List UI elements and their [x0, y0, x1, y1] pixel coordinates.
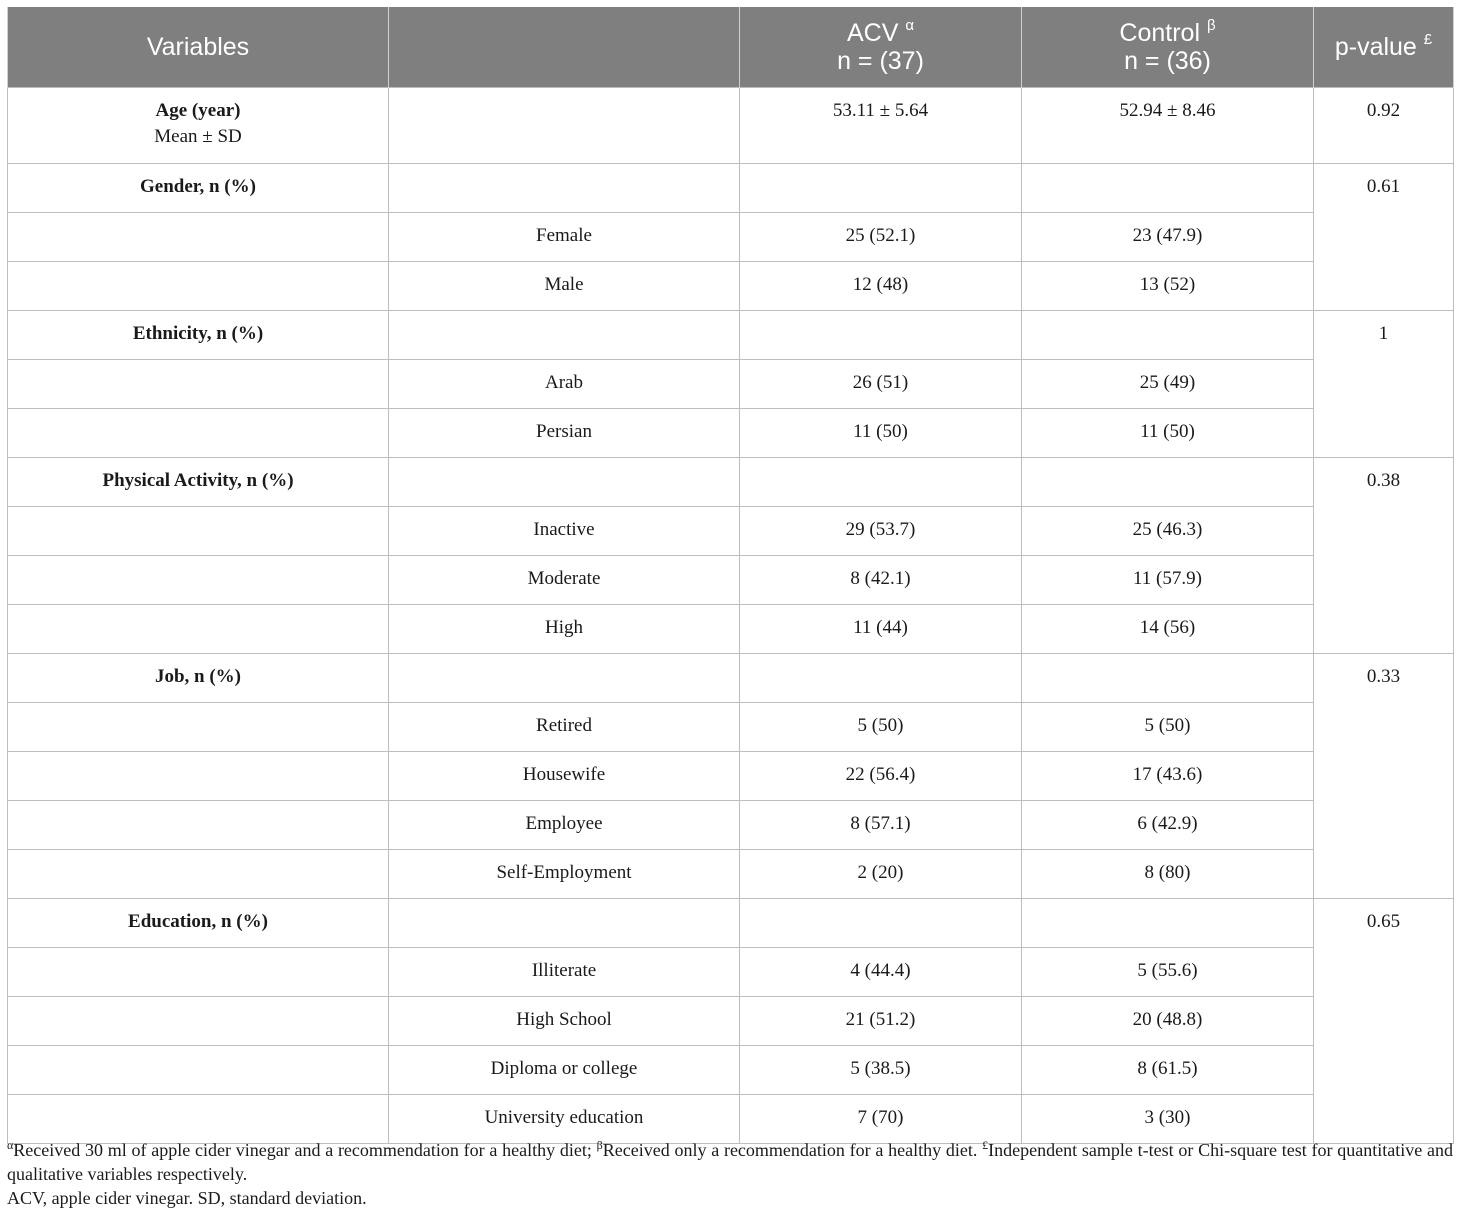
category-cell [389, 654, 740, 703]
control-cell: 6 (42.9) [1022, 801, 1314, 850]
acv-cell: 11 (44) [740, 605, 1022, 654]
p-value-cell: 0.65 [1314, 899, 1454, 1144]
variable-cell: Education, n (%) [8, 899, 389, 948]
table-row [8, 556, 1454, 605]
variable-cell [8, 948, 389, 997]
variable-cell [8, 556, 389, 605]
acv-cell: 22 (56.4) [740, 752, 1022, 801]
category-cell: Persian [389, 409, 740, 458]
control-cell: 17 (43.6) [1022, 752, 1314, 801]
table-row [8, 360, 1454, 409]
category-cell: University education [389, 1095, 740, 1144]
control-cell: 11 (50) [1022, 409, 1314, 458]
variable-cell [8, 213, 389, 262]
header-category [389, 7, 740, 88]
variable-cell [8, 262, 389, 311]
table-row-group [8, 654, 1454, 703]
variable-cell [8, 605, 389, 654]
acv-cell: 2 (20) [740, 850, 1022, 899]
p-value-cell: 1 [1314, 311, 1454, 458]
control-cell [1022, 899, 1314, 948]
category-cell: Employee [389, 801, 740, 850]
table-row [8, 409, 1454, 458]
header-acv: ACV $^\alpha$ n = (37) [740, 7, 1022, 88]
acv-cell: 12 (48) [740, 262, 1022, 311]
category-cell: Female [389, 213, 740, 262]
acv-cell: 29 (53.7) [740, 507, 1022, 556]
category-cell: Inactive [389, 507, 740, 556]
control-cell: 23 (47.9) [1022, 213, 1314, 262]
p-value-cell: 0.33 [1314, 654, 1454, 899]
category-cell [389, 458, 740, 507]
acv-cell: 5 (50) [740, 703, 1022, 752]
control-cell: 8 (80) [1022, 850, 1314, 899]
table-footnote: $^\alpha$Received 30 ml of apple cider vinegar and a recommendation for a healthy diet; $^\beta$Received only a recommendation for a healthy diet. £Independent sample t-test or Chi-square test for quantitative and qualitative variables respectively. ACV, apple cider vinegar. SD, standard deviation. [7, 1138, 1454, 1208]
variable-cell [8, 752, 389, 801]
acv-cell: 8 (57.1) [740, 801, 1022, 850]
variable-cell [8, 801, 389, 850]
category-cell: Moderate [389, 556, 740, 605]
variable-cell [8, 850, 389, 899]
variable-cell [8, 1095, 389, 1144]
control-cell [1022, 458, 1314, 507]
control-cell: 52.94 ± 8.46 [1022, 88, 1314, 164]
acv-cell: 25 (52.1) [740, 213, 1022, 262]
table-row [8, 703, 1454, 752]
control-cell [1022, 311, 1314, 360]
baseline-characteristics-table [7, 7, 1454, 1144]
category-cell: Retired [389, 703, 740, 752]
acv-cell: 7 (70) [740, 1095, 1022, 1144]
header-row [8, 7, 1454, 88]
variable-cell: Gender, n (%) [8, 164, 389, 213]
table-row [8, 801, 1454, 850]
category-cell: Male [389, 262, 740, 311]
acv-cell [740, 458, 1022, 507]
control-cell [1022, 164, 1314, 213]
table-row [8, 948, 1454, 997]
table-row-group [8, 458, 1454, 507]
variable-cell [8, 409, 389, 458]
acv-cell [740, 899, 1022, 948]
variable-cell [8, 703, 389, 752]
header-p-value: p-value £ [1314, 7, 1454, 88]
table-row [8, 752, 1454, 801]
variable-cell [8, 507, 389, 556]
abbreviations: ACV, apple cider vinegar. SD, standard deviation. [7, 1188, 367, 1208]
table-row [8, 605, 1454, 654]
control-cell: 20 (48.8) [1022, 997, 1314, 1046]
p-value-cell: 0.38 [1314, 458, 1454, 654]
control-cell: 11 (57.9) [1022, 556, 1314, 605]
table-row-group [8, 311, 1454, 360]
acv-cell [740, 654, 1022, 703]
variable-cell [8, 997, 389, 1046]
p-value-cell: 0.61 [1314, 164, 1454, 311]
category-cell: High School [389, 997, 740, 1046]
acv-cell: 26 (51) [740, 360, 1022, 409]
control-cell: 25 (46.3) [1022, 507, 1314, 556]
acv-cell: 8 (42.1) [740, 556, 1022, 605]
table-row [8, 262, 1454, 311]
acv-cell [740, 164, 1022, 213]
control-cell: 3 (30) [1022, 1095, 1314, 1144]
header-control: Control $^\beta$ n = (36) [1022, 7, 1314, 88]
table-row [8, 1095, 1454, 1144]
category-cell [389, 899, 740, 948]
table-row [8, 507, 1454, 556]
p-value-cell: 0.92 [1314, 88, 1454, 164]
variable-cell [8, 360, 389, 409]
category-cell: Diploma or college [389, 1046, 740, 1095]
control-cell: 25 (49) [1022, 360, 1314, 409]
control-cell: 14 (56) [1022, 605, 1314, 654]
acv-cell [740, 311, 1022, 360]
header-variables: Variables [8, 7, 389, 88]
variable-cell: Job, n (%) [8, 654, 389, 703]
control-cell [1022, 654, 1314, 703]
category-cell: Housewife [389, 752, 740, 801]
category-cell: Arab [389, 360, 740, 409]
variable-cell: Age (year) Mean ± SD [8, 88, 389, 164]
table-row [8, 213, 1454, 262]
control-cell: 5 (55.6) [1022, 948, 1314, 997]
table-row [8, 997, 1454, 1046]
table-row-group [8, 164, 1454, 213]
category-cell: High [389, 605, 740, 654]
variable-cell [8, 1046, 389, 1095]
control-cell: 5 (50) [1022, 703, 1314, 752]
control-cell: 13 (52) [1022, 262, 1314, 311]
category-cell: Self-Employment [389, 850, 740, 899]
acv-cell: 5 (38.5) [740, 1046, 1022, 1095]
table-row [8, 850, 1454, 899]
category-cell: Illiterate [389, 948, 740, 997]
table-row-age [8, 88, 1454, 164]
category-cell [389, 311, 740, 360]
variable-cell: Physical Activity, n (%) [8, 458, 389, 507]
table-row-group [8, 899, 1454, 948]
acv-cell: 53.11 ± 5.64 [740, 88, 1022, 164]
acv-cell: 21 (51.2) [740, 997, 1022, 1046]
acv-cell: 11 (50) [740, 409, 1022, 458]
table-row [8, 1046, 1454, 1095]
category-cell [389, 164, 740, 213]
category-cell [389, 88, 740, 164]
control-cell: 8 (61.5) [1022, 1046, 1314, 1095]
acv-cell: 4 (44.4) [740, 948, 1022, 997]
variable-cell: Ethnicity, n (%) [8, 311, 389, 360]
